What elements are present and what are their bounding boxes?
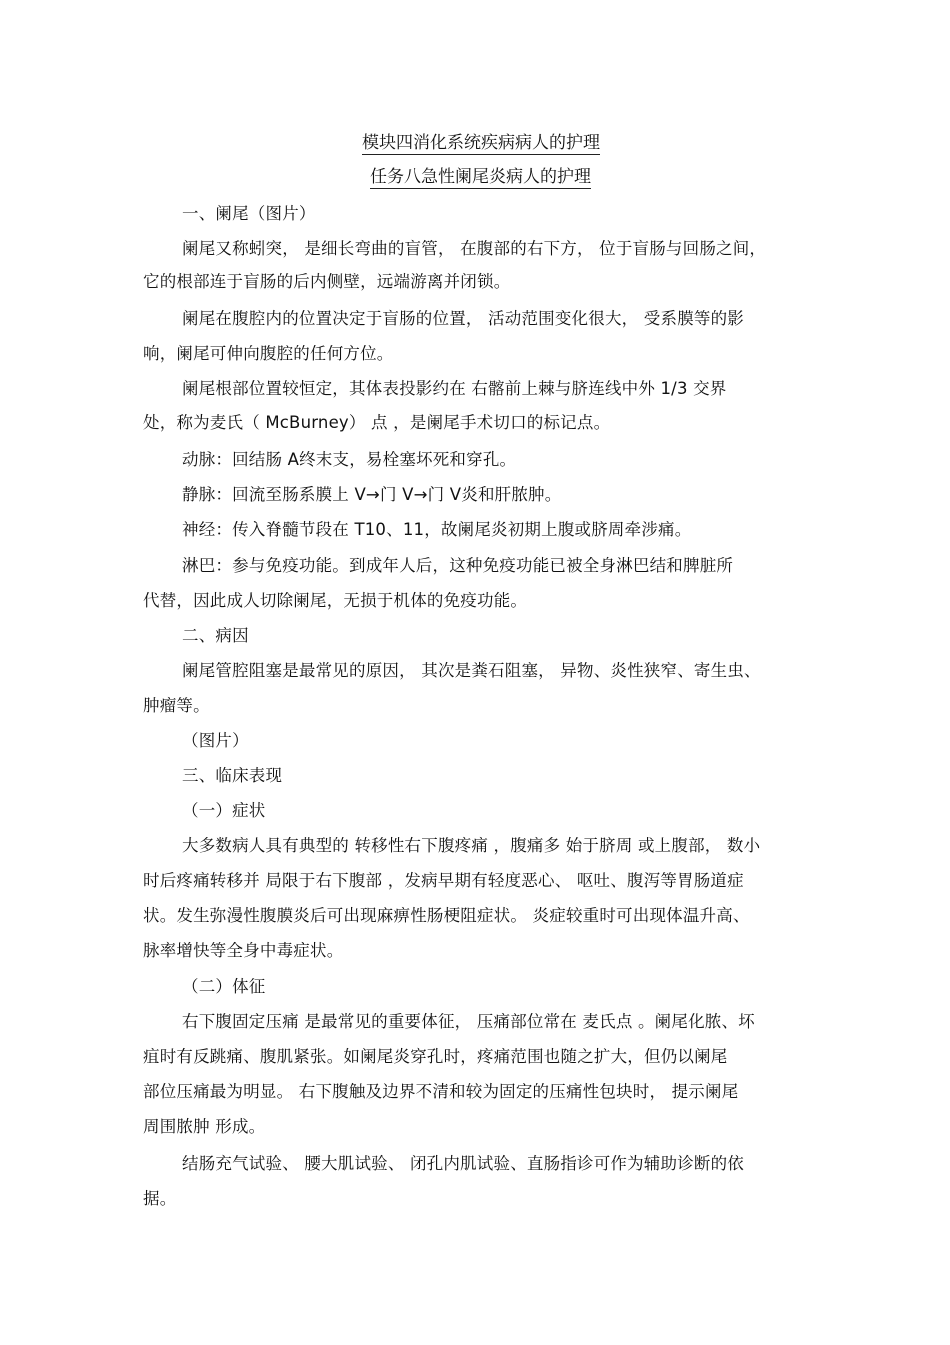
paragraph-line: 周围脓肿 形成。 xyxy=(143,1117,266,1136)
paragraph-line: 时后疼痛转移并 局限于右下腹部 ，发病早期有轻度恶心、 呕吐、腹泻等胃肠道症 xyxy=(143,871,744,890)
paragraph-line: 大多数病人具有典型的 转移性右下腹疼痛 ，腹痛多 始于脐周 或上腹部， 数小 xyxy=(182,836,761,855)
image-placeholder-label: （图片） xyxy=(182,731,249,750)
subheading-symptoms: （一）症状 xyxy=(182,801,266,820)
paragraph-line: 静脉：回流至肠系膜上 V→门 V→门 V炎和肝脓肿。 xyxy=(182,485,562,504)
paragraph-line: 部位压痛最为明显。 右下腹触及边界不清和较为固定的压痛性包块时， 提示阑尾 xyxy=(143,1082,739,1101)
heading-appendix: 一、阑尾（图片） xyxy=(182,204,316,223)
paragraph-line: 淋巴：参与免疫功能。到成年人后，这种免疫功能已被全身淋巴结和脾脏所 xyxy=(182,556,734,575)
paragraph-line: 疽时有反跳痛、腹肌紧张。如阑尾炎穿孔时，疼痛范围也随之扩大，但仍以阑尾 xyxy=(143,1047,728,1066)
paragraph-line: 阑尾又称蚓突， 是细长弯曲的盲管， 在腹部的右下方， 位于盲肠与回肠之间， xyxy=(182,239,767,258)
module-title: 模块四消化系统疾病病人的护理 xyxy=(362,128,600,155)
task-title: 任务八急性阑尾炎病人的护理 xyxy=(370,162,591,189)
paragraph-line: 肿瘤等。 xyxy=(143,696,210,715)
paragraph-line: 阑尾管腔阻塞是最常见的原因， 其次是粪石阻塞， 异物、炎性狭窄、寄生虫、 xyxy=(182,661,761,680)
paragraph-line: 阑尾根部位置较恒定，其体表投影约在 右髂前上棘与脐连线中外 1/3 交界 xyxy=(182,379,727,398)
heading-etiology: 二、病因 xyxy=(182,626,249,645)
heading-clinical: 三、临床表现 xyxy=(182,766,283,785)
paragraph-line: 代替，因此成人切除阑尾，无损于机体的免疫功能。 xyxy=(143,591,528,610)
paragraph-line: 据。 xyxy=(143,1189,177,1208)
paragraph-line: 状。发生弥漫性腹膜炎后可出现麻痹性肠梗阻症状。 炎症较重时可出现体温升高、 xyxy=(143,906,750,925)
paragraph-line: 脉率增快等全身中毒症状。 xyxy=(143,941,344,960)
paragraph-line: 阑尾在腹腔内的位置决定于盲肠的位置， 活动范围变化很大， 受系膜等的影 xyxy=(182,309,744,328)
paragraph-line: 右下腹固定压痛 是最常见的重要体征， 压痛部位常在 麦氏点 。阑尾化脓、坏 xyxy=(182,1012,755,1031)
paragraph-line: 它的根部连于盲肠的后内侧壁，远端游离并闭锁。 xyxy=(143,272,511,291)
paragraph-line: 结肠充气试验、 腰大肌试验、 闭孔内肌试验、直肠指诊可作为辅助诊断的依 xyxy=(182,1154,744,1173)
paragraph-line: 神经：传入脊髓节段在 T10、11，故阑尾炎初期上腹或脐周牵涉痛。 xyxy=(182,520,692,539)
paragraph-line: 处，称为麦氏（ McBurney） 点 ，是阑尾手术切口的标记点。 xyxy=(143,413,611,432)
paragraph-line: 响，阑尾可伸向腹腔的任何方位。 xyxy=(143,344,394,363)
paragraph-line: 动脉：回结肠 A终末支，易栓塞坏死和穿孔。 xyxy=(182,450,517,469)
subheading-signs: （二）体征 xyxy=(182,977,266,996)
